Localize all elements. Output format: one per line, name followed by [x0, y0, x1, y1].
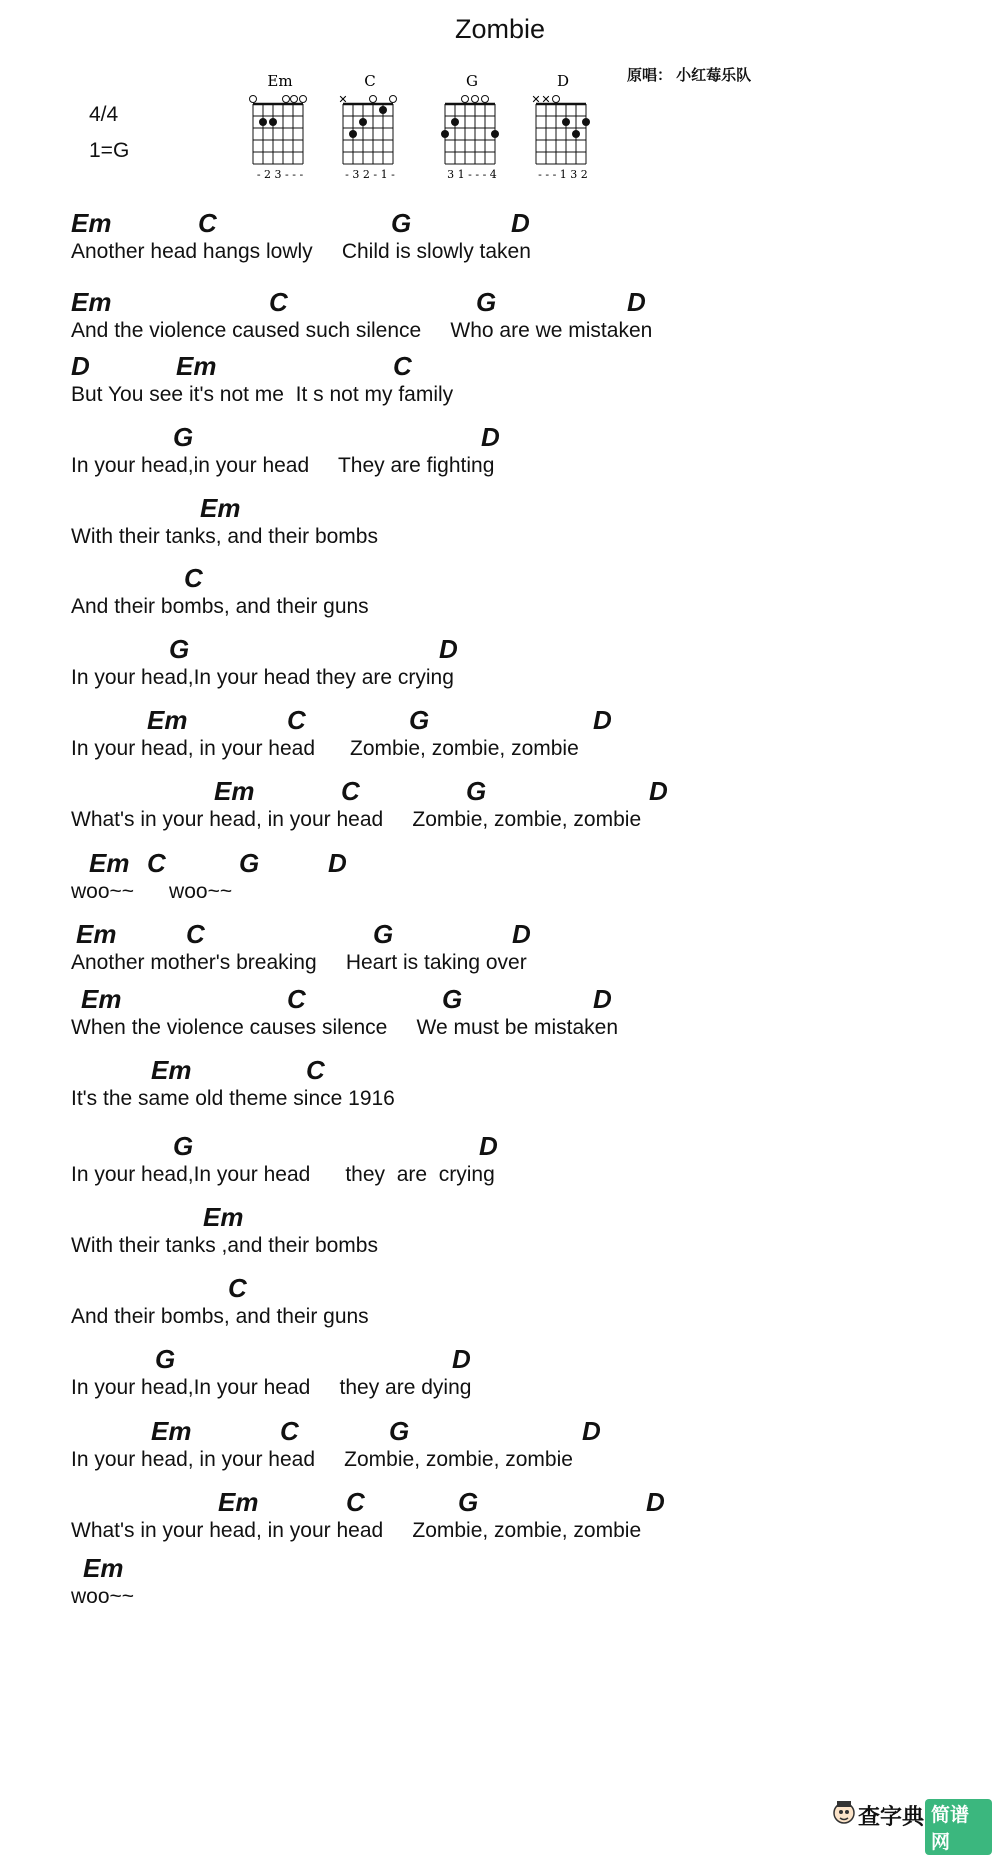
lyric-text: In your head,In your head they are dying	[71, 1376, 472, 1399]
lyric-text: But You see it's not me It s not my family	[71, 383, 454, 406]
diagram-name: Em	[267, 72, 293, 90]
lyric-line	[71, 493, 891, 557]
svg-text:✕: ✕	[338, 94, 348, 106]
lyric-line	[71, 705, 891, 769]
chord-label: G	[169, 634, 190, 664]
chord-label: D	[649, 776, 668, 806]
lyric-text: And the violence caused such silence Who are we mistaken	[71, 319, 653, 342]
chord-label: G	[389, 1416, 410, 1446]
chord-label: Em	[218, 1487, 259, 1517]
svg-text:✕: ✕	[531, 94, 541, 106]
chord-label: C	[269, 287, 288, 317]
chord-label: D	[511, 208, 530, 238]
chord-label: C	[280, 1416, 299, 1446]
song-title: Zombie	[454, 14, 546, 44]
chord-label: Em	[151, 1416, 192, 1446]
chord-diagram-d	[531, 74, 595, 184]
lyric-text: In your head,In your head they are crying	[71, 666, 454, 689]
chord-label: G	[409, 705, 430, 735]
lyric-line	[71, 563, 891, 627]
lyric-text: In your head, in your head Zombie, zombie, zombie	[71, 737, 579, 760]
chord-label: Em	[203, 1202, 244, 1232]
chord-label: D	[481, 422, 500, 452]
chord-label: G	[442, 984, 463, 1014]
svg-text:C: C	[364, 72, 376, 90]
lyric-text: And their bombs, and their guns	[71, 595, 369, 618]
chord-diagram-em	[248, 74, 312, 184]
chord-label: D	[452, 1344, 471, 1374]
chord-label: Em	[147, 705, 188, 735]
svg-text:✕: ✕	[541, 94, 551, 106]
chord-label: C	[306, 1055, 325, 1085]
lyric-text: In your head,in your head They are fighting	[71, 454, 495, 477]
chord-label: Em	[76, 919, 117, 949]
lyric-text: In your head, in your head Zombie, zombie, zombie	[71, 1448, 573, 1471]
lyric-text: What's in your head, in your head Zombie, zombie, zombie	[71, 1519, 642, 1542]
lyric-line	[71, 634, 891, 698]
chord-label: D	[627, 287, 646, 317]
svg-text:3 1 - - - 4: 3 1 - - - 4	[447, 168, 497, 181]
lyric-line	[71, 1131, 891, 1195]
key-signature: 1=G	[89, 139, 130, 162]
chord-label: Em	[71, 208, 112, 238]
chord-label: G	[173, 422, 194, 452]
chord-label: G	[391, 208, 412, 238]
chord-label: C	[341, 776, 360, 806]
chord-diagram-g	[440, 74, 504, 184]
chord-label: C	[186, 919, 205, 949]
chord-label: D	[439, 634, 458, 664]
chord-label: G	[155, 1344, 176, 1374]
lyric-line	[71, 1344, 891, 1408]
lyric-line	[71, 422, 891, 486]
lyric-line	[71, 1202, 891, 1266]
chord-label: G	[466, 776, 487, 806]
chord-label: C	[346, 1487, 365, 1517]
site-watermark	[832, 1797, 992, 1853]
chord-label: Em	[151, 1055, 192, 1085]
chord-label: D	[582, 1416, 601, 1446]
chord-label: Em	[71, 287, 112, 317]
lyric-text: When the violence causes silence We must be mistaken	[71, 1016, 619, 1039]
lyric-line	[71, 208, 891, 272]
lyric-line	[71, 1055, 891, 1119]
lyric-text: woo~~ woo~~	[71, 880, 233, 903]
lyric-line	[71, 1553, 891, 1617]
svg-text:- - - 1 3 2: - - - 1 3 2	[538, 168, 588, 181]
chord-label: G	[476, 287, 497, 317]
svg-text:- 3 2 - 1 -: - 3 2 - 1 -	[345, 168, 395, 181]
chord-label: C	[147, 848, 166, 878]
chord-label: G	[173, 1131, 194, 1161]
chord-label: G	[239, 848, 260, 878]
chord-label: D	[328, 848, 347, 878]
svg-text:G: G	[466, 72, 478, 90]
lyric-text: And their bombs, and their guns	[71, 1305, 369, 1328]
chord-label: D	[479, 1131, 498, 1161]
site-badge: 简谱网	[925, 1799, 992, 1855]
chord-label: D	[593, 705, 612, 735]
chord-label: G	[458, 1487, 479, 1517]
chord-label: D	[646, 1487, 665, 1517]
chord-label: Em	[81, 984, 122, 1014]
chord-label: Em	[176, 351, 217, 381]
lyric-text: woo~~	[71, 1585, 135, 1608]
lyric-text: Another head hangs lowly Child is slowly taken	[71, 240, 531, 263]
lyric-line	[71, 1273, 891, 1337]
lyric-text: With their tanks, and their bombs	[71, 525, 378, 548]
chord-label: Em	[89, 848, 130, 878]
svg-text:D: D	[556, 72, 570, 90]
lyric-line	[71, 919, 891, 983]
chord-label: C	[393, 351, 412, 381]
lyric-text: What's in your head, in your head Zombie, zombie, zombie	[71, 808, 642, 831]
lyric-line	[71, 351, 891, 415]
lyric-line	[71, 776, 891, 840]
lyric-text: Another mother's breaking Heart is taking over	[71, 951, 527, 974]
chord-label: Em	[200, 493, 241, 523]
chord-label: G	[373, 919, 394, 949]
original-singer: 原唱： 小红莓乐队	[627, 67, 752, 84]
lyric-line	[71, 848, 891, 912]
lyric-text: In your head,In your head they are crying	[71, 1163, 495, 1186]
chord-label: C	[228, 1273, 247, 1303]
chord-label: C	[287, 705, 306, 735]
chord-label: C	[198, 208, 217, 238]
lyric-text: With their tanks ,and their bombs	[71, 1234, 378, 1257]
lyric-line	[71, 1416, 891, 1480]
chord-label: Em	[83, 1553, 124, 1583]
diagram-fingering: - 2 3 - - -	[256, 168, 304, 181]
chord-label: D	[512, 919, 531, 949]
mascot-icon	[832, 1799, 856, 1827]
site-name: 查字典	[858, 1804, 925, 1829]
chord-label: C	[184, 563, 203, 593]
time-signature: 4/4	[89, 103, 119, 126]
chord-label: C	[287, 984, 306, 1014]
chord-label: D	[71, 351, 90, 381]
lyric-line	[71, 287, 891, 351]
chord-diagram-c	[338, 74, 402, 184]
lyric-line	[71, 1487, 891, 1551]
chord-label: Em	[214, 776, 255, 806]
lyric-text: It's the same old theme since 1916	[71, 1087, 395, 1110]
chord-label: D	[593, 984, 612, 1014]
lyric-line	[71, 984, 891, 1048]
